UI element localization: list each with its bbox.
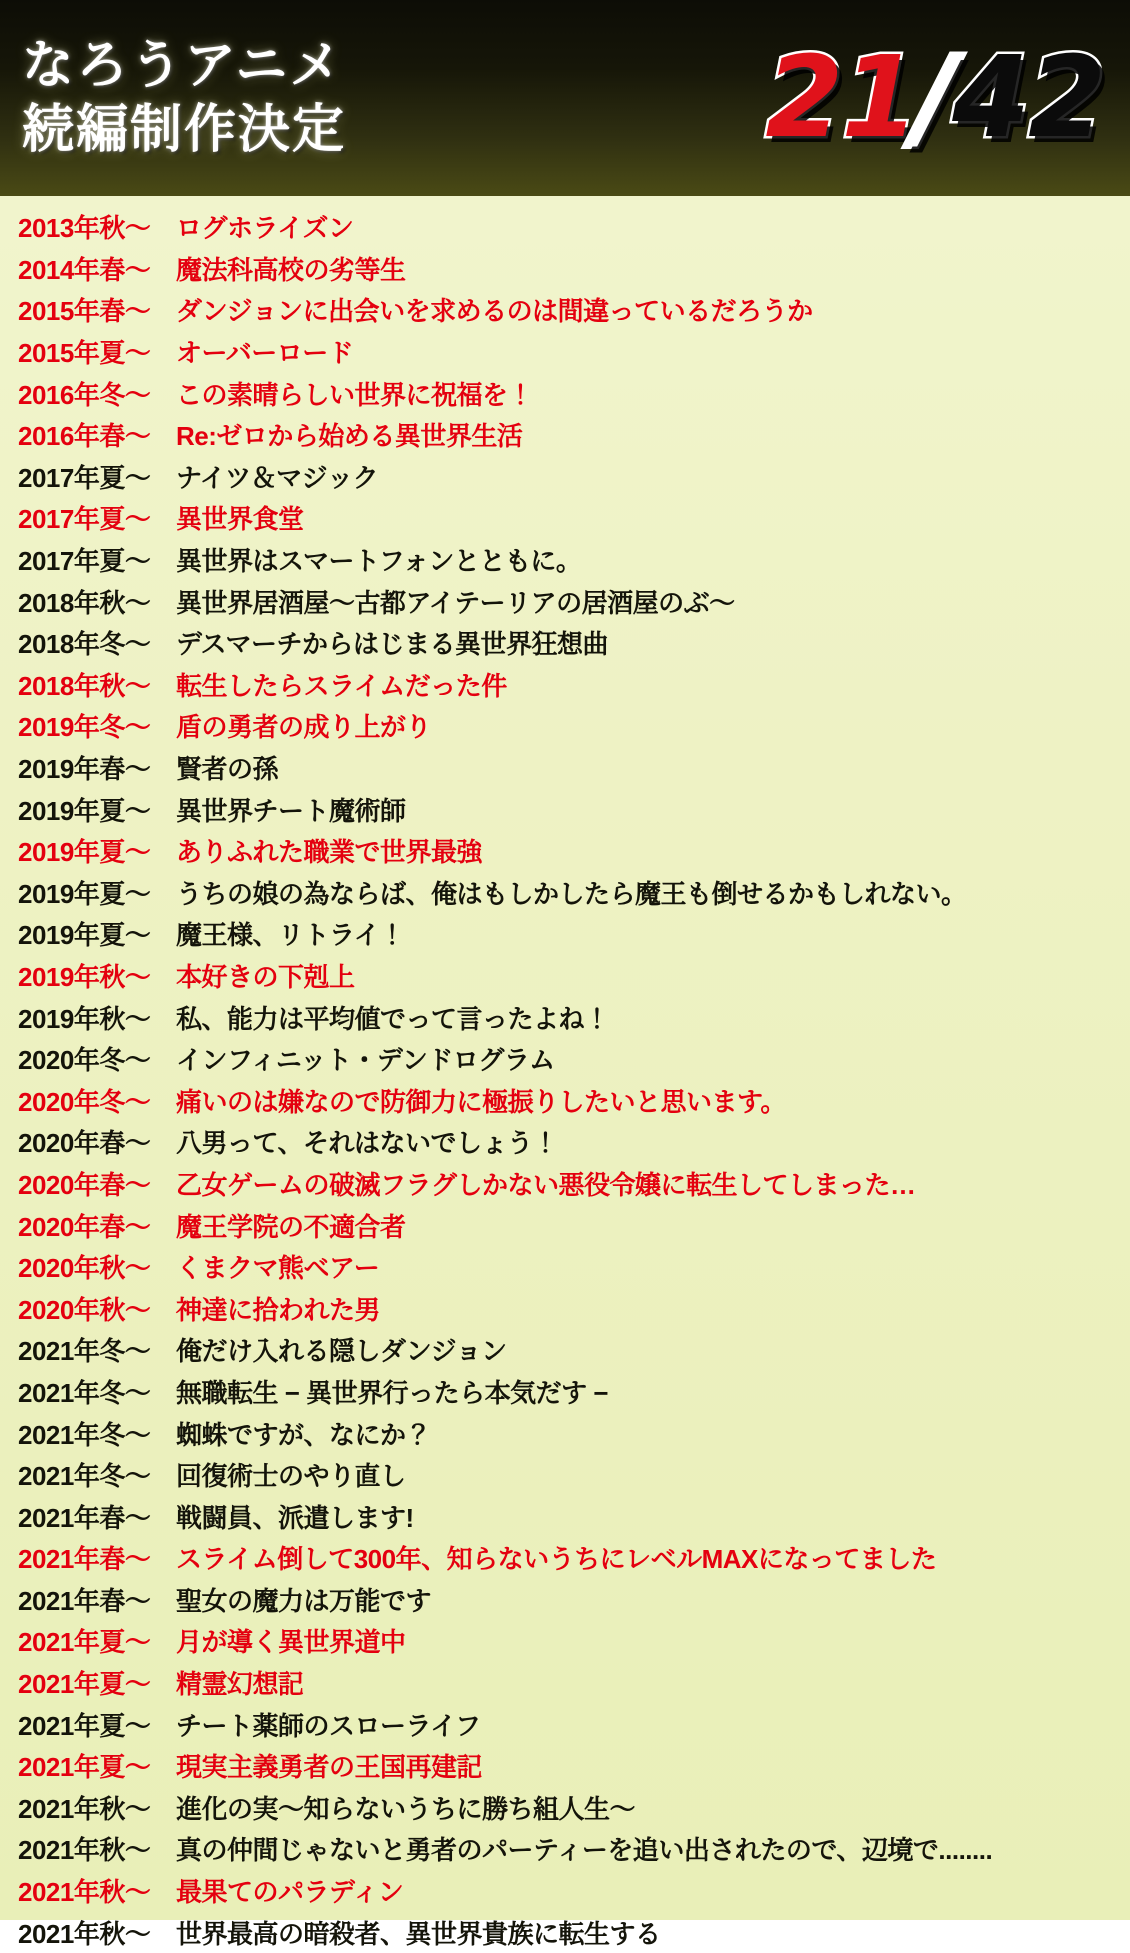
list-item-year: 2021年夏〜 [18,1669,151,1700]
list-item-title: 聖女の魔力は万能です [176,1585,432,1616]
list-item-year: 2020年秋〜 [18,1294,151,1325]
list-item [0,705,1130,747]
list-item-year: 2021年秋〜 [18,1793,151,1824]
list-item-title: くまクマ熊ベアー [176,1253,380,1284]
list-item-title: 俺だけ入れる隠しダンジョン [176,1336,507,1367]
list-item-title: この素晴らしい世界に祝福を！ [176,379,534,410]
list-item-year: 2016年冬〜 [18,379,151,410]
list-item-title: 戦闘員、派遣します! [176,1502,414,1533]
list-item-title: 異世界食堂 [176,504,304,535]
list-item-year: 2020年春〜 [18,1169,151,1200]
list-item [0,497,1130,539]
list-item-year: 2021年春〜 [18,1502,151,1533]
list-item [0,996,1130,1038]
list-item-title: ナイツ＆マジック [176,462,379,493]
list-item [0,1121,1130,1163]
counter-slash: / [915,33,955,163]
list-item-title: 回復術士のやり直し [176,1461,406,1492]
list-item-title: 神達に拾われた男 [176,1294,381,1325]
list-item-year: 2016年春〜 [18,421,151,452]
list-item-year: 2021年春〜 [18,1585,151,1616]
list-item-title: 異世界居酒屋〜古都アイテーリアの居酒屋のぶ〜 [176,587,735,618]
list-item [0,289,1130,331]
list-item-title: ダンジョンに出会いを求めるのは間違っているだろうか [176,296,813,327]
list-item [0,1204,1130,1246]
list-item [0,1745,1130,1787]
list-item-title: 異世界はスマートフォンとともに。 [176,546,582,577]
list-item [0,539,1130,581]
list-item-title: 月が導く異世界道中 [176,1627,406,1658]
list-item-title: 現実主義勇者の王国再建記 [176,1752,483,1783]
list-item-title: インフィニット・デンドログラム [176,1045,555,1076]
list-item [0,1787,1130,1829]
list-item-year: 2020年冬〜 [18,1086,151,1117]
list-item-title: 乙女ゲームの破滅フラグしかない悪役令嬢に転生してしまった… [176,1169,916,1200]
list-item [0,206,1130,248]
list-item-title: うちの娘の為ならば、俺はもしかしたら魔王も倒せるかもしれない。 [176,878,967,909]
list-item-year: 2020年秋〜 [18,1253,151,1284]
list-item-year: 2015年夏〜 [18,338,151,369]
list-item-year: 2021年冬〜 [18,1461,151,1492]
list-item-title: 八男って、それはないでしょう！ [176,1128,558,1159]
list-item-year: 2019年冬〜 [18,712,151,743]
header-title-line-1: なろうアニメ [22,36,344,95]
list-item [0,580,1130,622]
list-item [0,1911,1130,1953]
list-item [0,747,1130,789]
anime-list [0,196,1130,1953]
list-item [0,248,1130,290]
list-item-title: 最果てのパラディン [176,1877,404,1908]
list-item-year: 2019年夏〜 [18,837,151,868]
list-item [0,1246,1130,1288]
list-item [0,664,1130,706]
list-item-year: 2021年秋〜 [18,1835,151,1866]
list-item [0,1703,1130,1745]
list-item-title: ログホライズン [176,213,354,244]
list-item [0,1870,1130,1912]
list-item [0,1828,1130,1870]
list-item-year: 2014年春〜 [18,254,151,285]
list-item [0,1579,1130,1621]
list-item-year: 2021年冬〜 [18,1377,151,1408]
list-item [0,1620,1130,1662]
list-item [0,1287,1130,1329]
counter-badge [765,33,1114,163]
list-item-year: 2021年冬〜 [18,1336,151,1367]
list-item-year: 2020年冬〜 [18,1045,151,1076]
list-item-year: 2017年夏〜 [18,546,151,577]
list-item-title: 異世界チート魔術師 [176,795,406,826]
list-item [0,872,1130,914]
list-item-title: オーバーロード [176,338,354,369]
list-item-year: 2019年夏〜 [18,878,151,909]
list-item [0,955,1130,997]
list-item-year: 2019年夏〜 [18,795,151,826]
list-item [0,456,1130,498]
list-item [0,1537,1130,1579]
list-item-year: 2018年秋〜 [18,670,151,701]
header-title-line-2: 続編制作決定 [22,101,347,159]
list-item [0,331,1130,373]
list-item [0,1079,1130,1121]
list-item-title: 精霊幻想記 [176,1669,304,1700]
list-item-title: 盾の勇者の成り上がり [176,712,432,743]
list-item-title: 私、能力は平均値でって言ったよね！ [176,1003,610,1034]
list-item-year: 2015年春〜 [18,296,151,327]
counter-total: 42 [952,33,1104,163]
list-item [0,1412,1130,1454]
list-item [0,372,1130,414]
list-item [0,1329,1130,1371]
list-item-title: 魔法科高校の劣等生 [176,254,406,285]
list-item-title: 蜘蛛ですが、なにか？ [176,1419,432,1450]
list-item-year: 2017年夏〜 [18,504,151,535]
list-item-year: 2013年秋〜 [18,213,151,244]
list-item-title: デスマーチからはじまる異世界狂想曲 [176,629,608,660]
list-item-year: 2019年春〜 [18,754,151,785]
list-item [0,788,1130,830]
list-item [0,1454,1130,1496]
list-item-title: 痛いのは嫌なので防御力に極振りしたいと思います。 [176,1086,786,1117]
list-item-title: 本好きの下剋上 [176,961,355,992]
list-item [0,913,1130,955]
list-item [0,1371,1130,1413]
list-item-year: 2021年夏〜 [18,1710,151,1741]
list-item-title: 世界最高の暗殺者、異世界貴族に転生する [176,1918,661,1949]
list-item-year: 2021年冬〜 [18,1419,151,1450]
list-item-title: Re:ゼロから始める異世界生活 [176,421,523,452]
list-item-title: 魔王学院の不適合者 [176,1211,406,1242]
list-item-year: 2018年秋〜 [18,587,151,618]
list-item-title: 賢者の孫 [176,754,279,785]
list-item-year: 2021年秋〜 [18,1877,151,1908]
list-item-title: チート薬師のスローライフ [176,1710,481,1741]
header-title-block [22,38,346,158]
list-item [0,622,1130,664]
list-item-year: 2021年春〜 [18,1544,151,1575]
list-item-title: 進化の実〜知らないうちに勝ち組人生〜 [176,1793,636,1824]
list-item-title: ありふれた職業で世界最強 [176,837,483,868]
list-item [0,1662,1130,1704]
list-item-title: スライム倒して300年、知らないうちにレベルMAXになってました [176,1544,937,1575]
list-item-year: 2020年春〜 [18,1211,151,1242]
list-item-title: 真の仲間じゃないと勇者のパーティーを追い出されたので、辺境で........ [176,1835,993,1866]
list-item-year: 2019年夏〜 [18,920,151,951]
list-item [0,414,1130,456]
list-item-title: 転生したらスライムだった件 [176,670,507,701]
list-item-year: 2019年秋〜 [18,961,151,992]
list-item-year: 2021年夏〜 [18,1627,151,1658]
list-item [0,1495,1130,1537]
list-item [0,1038,1130,1080]
list-item-title: 魔王様、リトライ！ [176,920,405,951]
list-item-year: 2021年秋〜 [18,1918,151,1949]
list-item [0,830,1130,872]
list-item-year: 2019年秋〜 [18,1003,151,1034]
list-item-year: 2020年春〜 [18,1128,151,1159]
list-item-year: 2018年冬〜 [18,629,151,660]
list-item [0,1163,1130,1205]
list-item-title: 無職転生 − 異世界行ったら本気だす − [176,1377,609,1408]
poster-header [0,0,1130,196]
list-item-year: 2017年夏〜 [18,462,151,493]
counter-current: 21 [765,33,918,163]
list-item-year: 2021年夏〜 [18,1752,151,1783]
